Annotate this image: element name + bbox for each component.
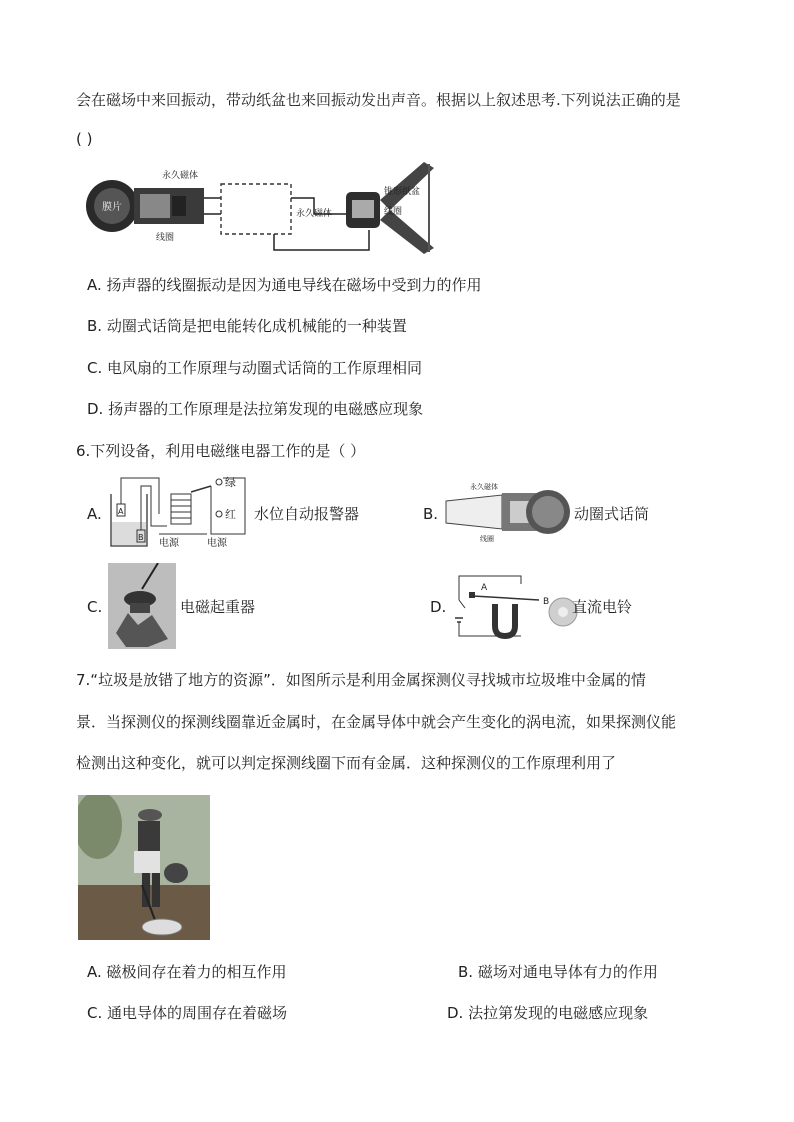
q6-a-letter: A. <box>87 505 102 523</box>
q7-option-d: D. 法拉第发现的电磁感应现象 <box>447 1004 649 1022</box>
q7-stem-line3: 检测出这种变化，就可以判定探测线圈下而有金属．这种探测仪的工作原理利用了 <box>76 754 617 772</box>
q6-stem: 6.下列设备，利用电磁继电器工作的是（ ） <box>76 442 366 460</box>
q6-b-figure <box>440 479 570 545</box>
svg-text:永久磁体: 永久磁体 <box>470 483 498 491</box>
svg-text:绿: 绿 <box>225 476 236 489</box>
q5-option-d: D. 扬声器的工作原理是法拉第发现的电磁感应现象 <box>87 400 424 418</box>
q7-option-b: B. 磁场对通电导体有力的作用 <box>458 963 658 981</box>
q6-d-letter: D. <box>430 598 447 616</box>
q5-option-a: A. 扬声器的线圈振动是因为通电导线在磁场中受到力的作用 <box>87 276 482 294</box>
q6-d-figure <box>451 570 591 642</box>
q6-a-figure <box>107 474 249 550</box>
svg-text:红: 红 <box>225 508 236 521</box>
svg-text:A: A <box>118 507 124 516</box>
q6-a-caption: 水位自动报警器 <box>254 505 360 523</box>
q5-option-b: B. 动圈式话筒是把电能转化成机械能的一种装置 <box>87 317 407 335</box>
svg-text:B: B <box>543 597 550 607</box>
q5-option-c: C. 电风扇的工作原理与动圈式话筒的工作原理相同 <box>87 359 423 377</box>
svg-text:A: A <box>481 583 488 593</box>
spk-magnet-label: 永久磁体 <box>296 209 333 219</box>
q5-stem-tail: 会在磁场中来回振动，带动纸盆也来回振动发出声音。根据以上叙述思考.下列说法正确的是 <box>76 91 681 109</box>
mic-magnet-label: 永久磁体 <box>162 171 199 181</box>
mic-ball-label: 膜片 <box>102 202 122 213</box>
svg-text:电源: 电源 <box>159 538 179 549</box>
q6-c-photo <box>108 563 176 649</box>
spk-cone-label: 锥形纸盆 <box>384 187 421 197</box>
mic-coil-label: 线圈 <box>156 233 175 243</box>
svg-text:B: B <box>138 533 144 542</box>
svg-text:电源: 电源 <box>207 538 227 549</box>
q7-stem-line1: 7.“垃圾是放错了地方的资源”．如图所示是利用金属探测仪寻找城市垃圾堆中金属的情 <box>76 671 646 689</box>
q7-option-c: C. 通电导体的周围存在着磁场 <box>87 1004 288 1022</box>
q7-stem-line2: 景．当探测仪的探测线圈靠近金属时，在金属导体中就会产生变化的涡电流，如果探测仪能 <box>76 713 677 731</box>
spk-coil-label: 线圈 <box>384 207 403 217</box>
q6-c-caption: 电磁起重器 <box>180 598 256 616</box>
q7-photo <box>78 795 210 940</box>
q5-figure <box>84 158 444 262</box>
q6-d-caption: 直流电铃 <box>572 598 633 616</box>
q7-option-a: A. 磁极间存在着力的相互作用 <box>87 963 287 981</box>
q6-b-caption: 动圈式话筒 <box>574 505 650 523</box>
q6-b-letter: B. <box>423 505 439 523</box>
q5-answer-paren: ( ) <box>76 130 93 148</box>
svg-text:线圈: 线圈 <box>480 535 494 543</box>
q6-c-letter: C. <box>87 598 103 616</box>
